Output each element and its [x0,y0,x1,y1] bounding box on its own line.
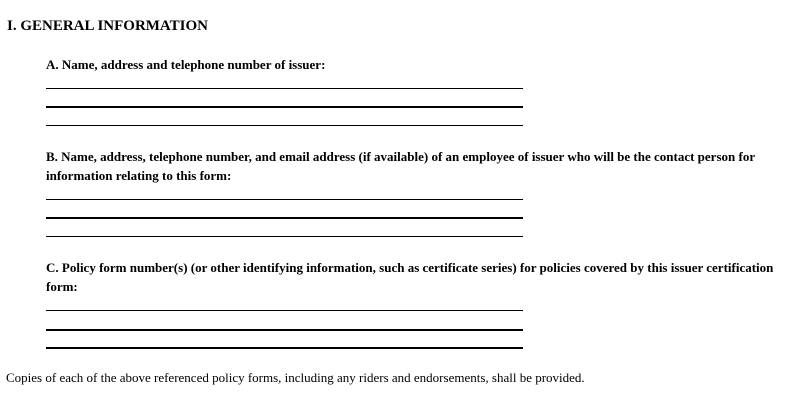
answer-lines-c[interactable] [46,296,523,356]
answer-line[interactable] [46,217,523,219]
section-heading: I. GENERAL INFORMATION [7,18,208,34]
footer-note: Copies of each of the above referenced policy forms, including any riders and endorsements, shall be provided. [6,370,585,385]
answer-line[interactable] [46,236,523,237]
answer-lines-a[interactable] [46,74,523,134]
contact-person-section [46,147,776,245]
answer-line[interactable] [46,125,523,126]
answer-lines-b[interactable] [46,185,523,245]
answer-line[interactable] [46,329,523,331]
question-a-label: A. Name, address and telephone number of issuer: [46,57,326,72]
issuer-info-section [46,55,776,134]
answer-line[interactable] [46,310,523,311]
question-b-label: B. Name, address, telephone number, and email address (if available) of an employee of issuer who will be the contact person for information relating to this form: [46,149,755,183]
answer-line[interactable] [46,106,523,108]
policy-forms-section [46,258,776,356]
answer-line[interactable] [46,347,523,349]
question-c-label: C. Policy form number(s) (or other identifying information, such as certificate series) for policies covered by this issuer certification form: [46,260,774,294]
answer-line[interactable] [46,88,523,89]
answer-line[interactable] [46,199,523,200]
